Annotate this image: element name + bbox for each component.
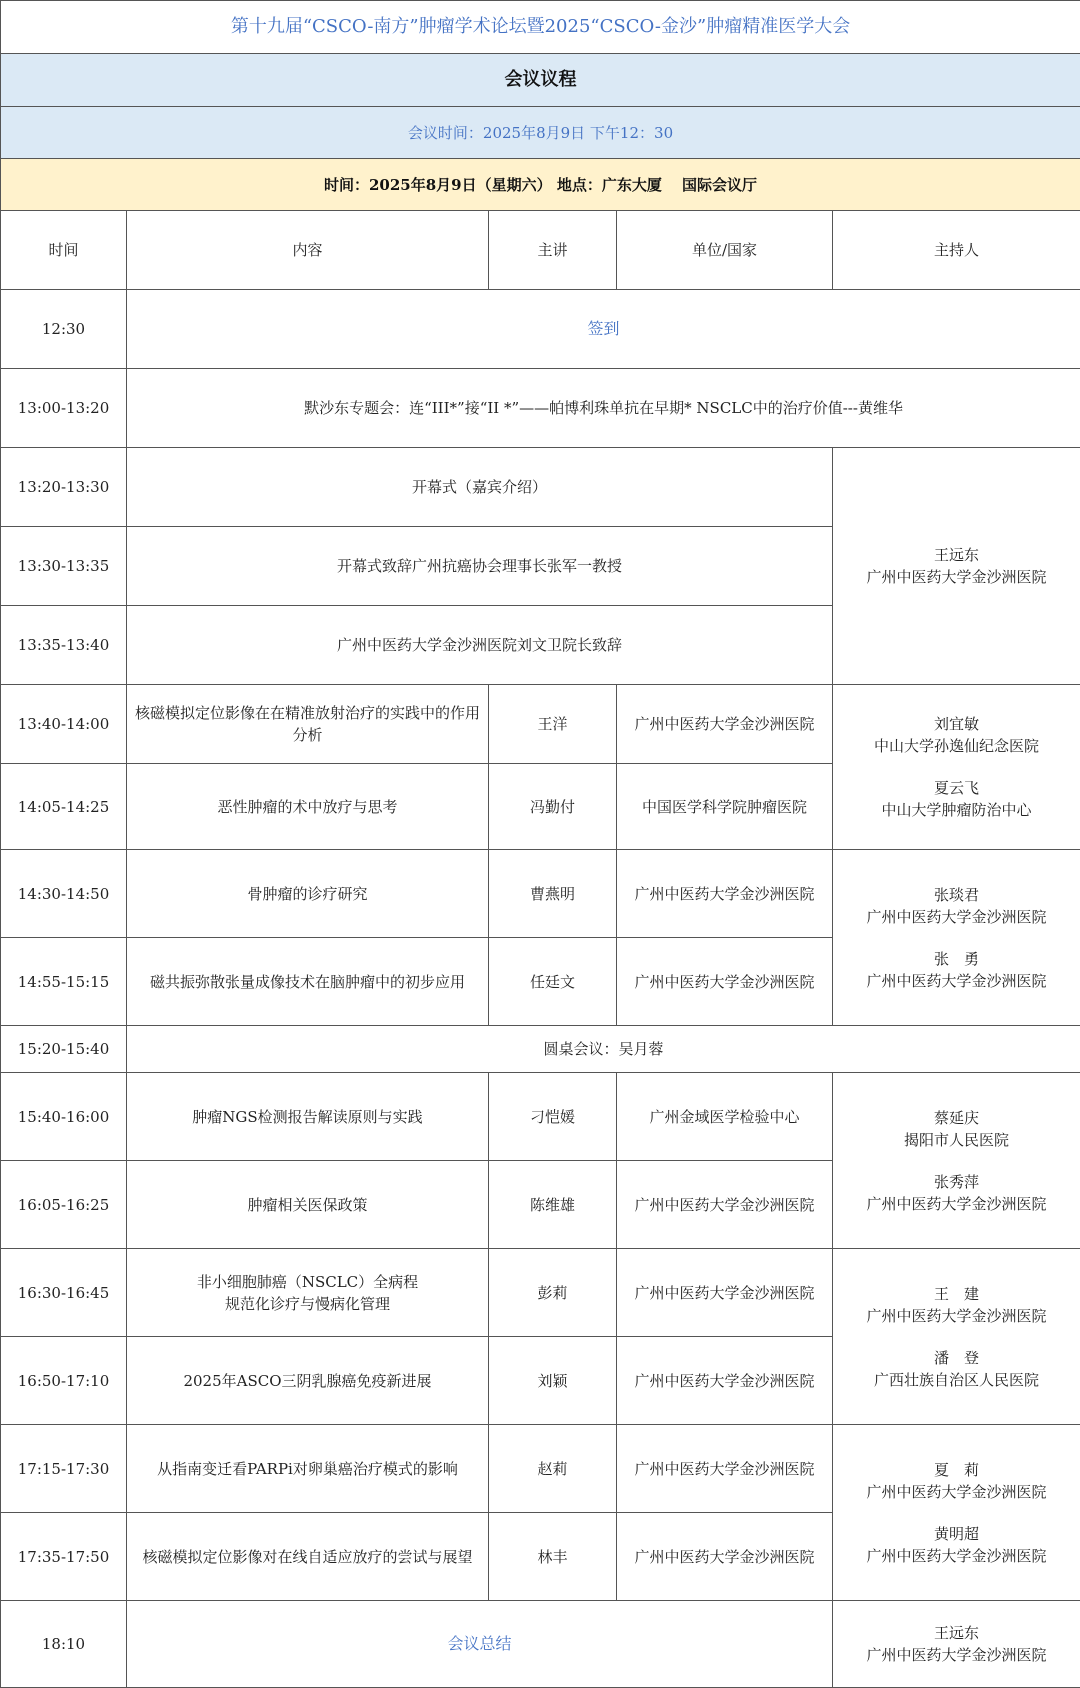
- row-speaker: 王洋: [489, 685, 617, 764]
- row-speaker: 林丰: [489, 1513, 617, 1601]
- row-speaker: 陈维雄: [489, 1161, 617, 1249]
- row-content: 开幕式致辞广州抗癌协会理事长张军一教授: [127, 527, 833, 606]
- row-time: 14:30-14:50: [1, 850, 127, 938]
- host-unit: 揭阳市人民医院: [839, 1129, 1074, 1151]
- host-cell: [833, 685, 1080, 850]
- row-content: 核磁模拟定位影像对在线自适应放疗的尝试与展望: [127, 1513, 489, 1601]
- host-name: 潘 登: [839, 1347, 1074, 1369]
- row-speaker: 任廷文: [489, 938, 617, 1026]
- row-unit: 广州中医药大学金沙洲医院: [617, 1161, 833, 1249]
- row-time: 18:10: [1, 1601, 127, 1688]
- row-content: 磁共振弥散张量成像技术在脑肿瘤中的初步应用: [127, 938, 489, 1026]
- table-row: [1, 448, 1080, 527]
- host-name: 王远东: [839, 544, 1074, 566]
- row-content: 2025年ASCO三阴乳腺癌免疫新进展: [127, 1337, 489, 1425]
- host-unit: 广州中医药大学金沙洲医院: [839, 1481, 1074, 1503]
- host-cell: [833, 1249, 1080, 1425]
- row-time: 16:30-16:45: [1, 1249, 127, 1337]
- row-time: 13:20-13:30: [1, 448, 127, 527]
- host-name: 蔡延庆: [839, 1107, 1074, 1129]
- header-row: [1, 211, 1080, 290]
- row-unit: 广州中医药大学金沙洲医院: [617, 1425, 833, 1513]
- host-name: 夏 莉: [839, 1459, 1074, 1481]
- header-content: 内容: [127, 211, 489, 290]
- row-content: 从指南变迁看PARPi对卵巢癌治疗模式的影响: [127, 1425, 489, 1513]
- row-time: 15:40-16:00: [1, 1073, 127, 1161]
- host-name: 张 勇: [839, 948, 1074, 970]
- table-row: [1, 1249, 1080, 1337]
- row-time: 17:15-17:30: [1, 1425, 127, 1513]
- row-speaker: 冯勤付: [489, 764, 617, 850]
- table-row: [1, 369, 1080, 448]
- header-unit: 单位/国家: [617, 211, 833, 290]
- host-name: 黄明超: [839, 1523, 1074, 1545]
- checkin-label: 签到: [127, 290, 1080, 369]
- row-speaker: 刁恺媛: [489, 1073, 617, 1161]
- header-speaker: 主讲: [489, 211, 617, 290]
- row-time: 13:00-13:20: [1, 369, 127, 448]
- host-unit: 广州中医药大学金沙洲医院: [839, 1305, 1074, 1327]
- row-content: 骨肿瘤的诊疗研究: [127, 850, 489, 938]
- host-name: 王 建: [839, 1283, 1074, 1305]
- row-content: 圆桌会议：吴月蓉: [127, 1026, 1080, 1073]
- host-cell: [833, 1601, 1080, 1688]
- host-cell: [833, 1073, 1080, 1249]
- row-speaker: 刘颖: [489, 1337, 617, 1425]
- row-speaker: 赵莉: [489, 1425, 617, 1513]
- meeting-time: 会议时间：2025年8月9日 下午12：30: [1, 107, 1080, 159]
- header-time: 时间: [1, 211, 127, 290]
- table-row: [1, 290, 1080, 369]
- row-unit: 广州中医药大学金沙洲医院: [617, 938, 833, 1026]
- header-host: 主持人: [833, 211, 1080, 290]
- row-content: 广州中医药大学金沙洲医院刘文卫院长致辞: [127, 606, 833, 685]
- host-name: 夏云飞: [839, 777, 1074, 799]
- host-cell: [833, 1425, 1080, 1601]
- host-unit: 广州中医药大学金沙洲医院: [839, 1545, 1074, 1567]
- row-content: 恶性肿瘤的术中放疗与思考: [127, 764, 489, 850]
- row-speaker: 彭莉: [489, 1249, 617, 1337]
- row-time: 14:05-14:25: [1, 764, 127, 850]
- venue-info: 时间：2025年8月9日（星期六） 地点：广东大厦 国际会议厅: [1, 159, 1080, 211]
- row-content: 核磁模拟定位影像在在精准放射治疗的实践中的作用分析: [127, 685, 489, 764]
- row-unit: 广州中医药大学金沙洲医院: [617, 1513, 833, 1601]
- row-unit: 广州中医药大学金沙洲医院: [617, 685, 833, 764]
- host-unit: 广州中医药大学金沙洲医院: [839, 1644, 1074, 1666]
- row-unit: 广州中医药大学金沙洲医院: [617, 850, 833, 938]
- row-time: 17:35-17:50: [1, 1513, 127, 1601]
- row-time: 13:40-14:00: [1, 685, 127, 764]
- row-unit: 广州中医药大学金沙洲医院: [617, 1249, 833, 1337]
- row-content: 默沙东专题会：连“III*”接“II *”——帕博利珠单抗在早期* NSCLC中的治疗价值---黄维华: [127, 369, 1080, 448]
- row-time: 16:50-17:10: [1, 1337, 127, 1425]
- table-row: [1, 685, 1080, 764]
- agenda-heading: 会议议程: [1, 54, 1080, 107]
- table-row: [1, 1601, 1080, 1688]
- row-time: 15:20-15:40: [1, 1026, 127, 1073]
- row-unit: 中国医学科学院肿瘤医院: [617, 764, 833, 850]
- host-unit: 广州中医药大学金沙洲医院: [839, 906, 1074, 928]
- row-content-line: 规范化诊疗与慢病化管理: [133, 1293, 482, 1315]
- host-name: 刘宜敏: [839, 713, 1074, 735]
- host-cell: [833, 850, 1080, 1026]
- row-content: [127, 1249, 489, 1337]
- row-content: 肿瘤NGS检测报告解读原则与实践: [127, 1073, 489, 1161]
- host-cell: [833, 448, 1080, 685]
- host-name: 王远东: [839, 1622, 1074, 1644]
- host-unit: 中山大学肿瘤防治中心: [839, 799, 1074, 821]
- row-unit: 广州中医药大学金沙洲医院: [617, 1337, 833, 1425]
- host-unit: 广州中医药大学金沙洲医院: [839, 970, 1074, 992]
- row-content: 肿瘤相关医保政策: [127, 1161, 489, 1249]
- table-row: [1, 1425, 1080, 1513]
- host-unit: 广州中医药大学金沙洲医院: [839, 1193, 1074, 1215]
- row-content-line: 非小细胞肺癌（NSCLC）全病程: [133, 1271, 482, 1293]
- table-row: [1, 1026, 1080, 1073]
- row-time: 12:30: [1, 290, 127, 369]
- table-row: [1, 850, 1080, 938]
- host-name: 张秀萍: [839, 1171, 1074, 1193]
- host-unit: 中山大学孙逸仙纪念医院: [839, 735, 1074, 757]
- row-time: 16:05-16:25: [1, 1161, 127, 1249]
- conference-title: 第十九届“CSCO-南方”肿瘤学术论坛暨2025“CSCO-金沙”肿瘤精准医学大会: [1, 1, 1080, 54]
- host-name: 张琰君: [839, 884, 1074, 906]
- row-time: 13:30-13:35: [1, 527, 127, 606]
- host-unit: 广州中医药大学金沙洲医院: [839, 566, 1074, 588]
- host-unit: 广西壮族自治区人民医院: [839, 1369, 1074, 1391]
- row-time: 13:35-13:40: [1, 606, 127, 685]
- table-row: [1, 1073, 1080, 1161]
- row-time: 14:55-15:15: [1, 938, 127, 1026]
- row-unit: 广州金域医学检验中心: [617, 1073, 833, 1161]
- row-speaker: 曹燕明: [489, 850, 617, 938]
- summary-label: 会议总结: [127, 1601, 833, 1688]
- row-content: 开幕式（嘉宾介绍）: [127, 448, 833, 527]
